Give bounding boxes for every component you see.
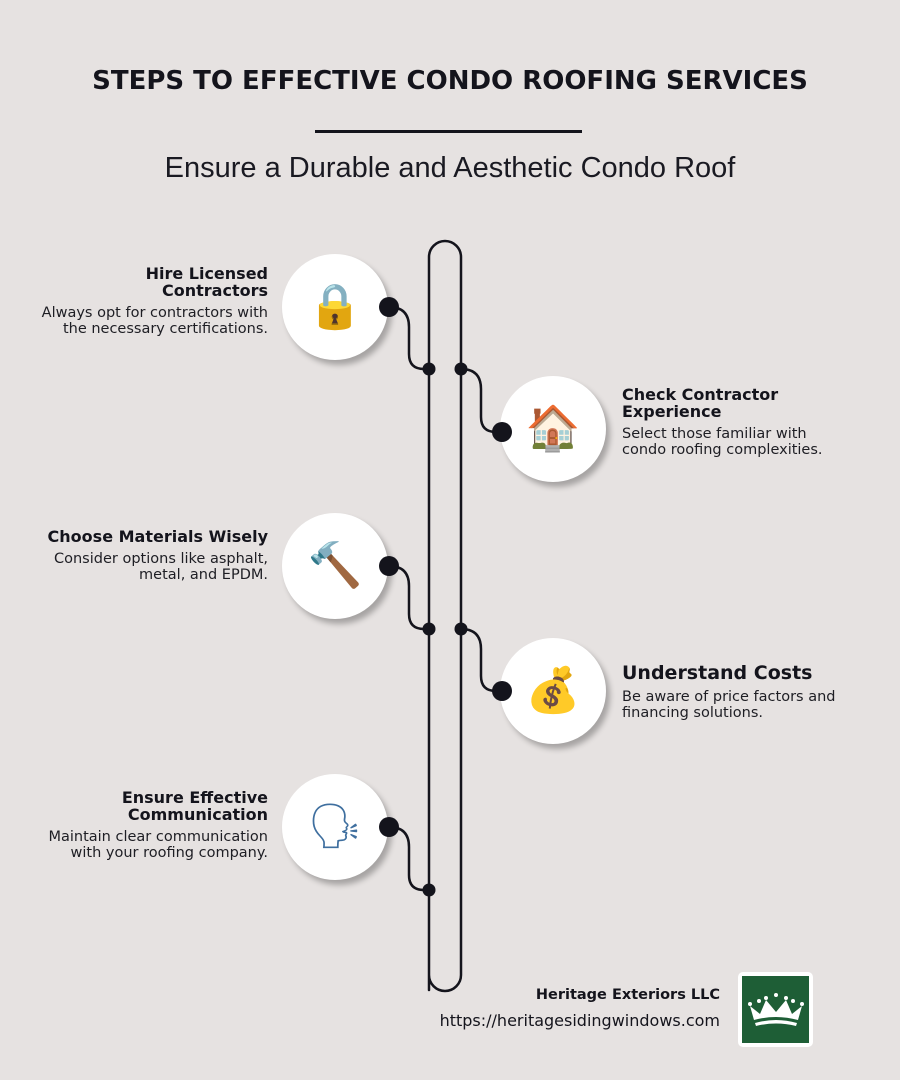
step-description: Be aware of price factors and financing solutions. — [622, 689, 836, 721]
house-icon: 🏠 — [525, 403, 581, 454]
company-url[interactable]: https://heritagesidingwindows.com — [439, 1011, 720, 1030]
crown-icon — [746, 992, 806, 1028]
lock-icon: 🔒 — [307, 281, 363, 332]
money-bag-icon: 💰 — [525, 665, 581, 716]
hammer-icon: 🔨 — [307, 540, 363, 591]
page-subtitle: Ensure a Durable and Aesthetic Condo Roof — [164, 152, 736, 184]
speaking-head-icon: 🗣 — [307, 801, 363, 852]
step-title: Understand Costs — [622, 662, 813, 684]
step-description: Select those familiar with condo roofing complexities. — [622, 426, 823, 458]
company-name: Heritage Exteriors LLC — [535, 987, 720, 1003]
step-description: Always opt for contractors with the necessary certifications. — [41, 305, 268, 337]
step-title: Choose Materials Wisely — [47, 527, 268, 546]
step-title: Ensure Effective Communication — [121, 788, 268, 824]
step-title: Hire Licensed Contractors — [145, 264, 268, 300]
company-logo — [738, 972, 813, 1047]
step-description: Maintain clear communication with your roofing company. — [48, 829, 268, 861]
step-description: Consider options like asphalt, metal, and EPDM. — [54, 551, 268, 583]
page-title: STEPS TO EFFECTIVE CONDO ROOFING SERVICES — [92, 66, 808, 96]
step-title: Check Contractor Experience — [622, 385, 779, 421]
